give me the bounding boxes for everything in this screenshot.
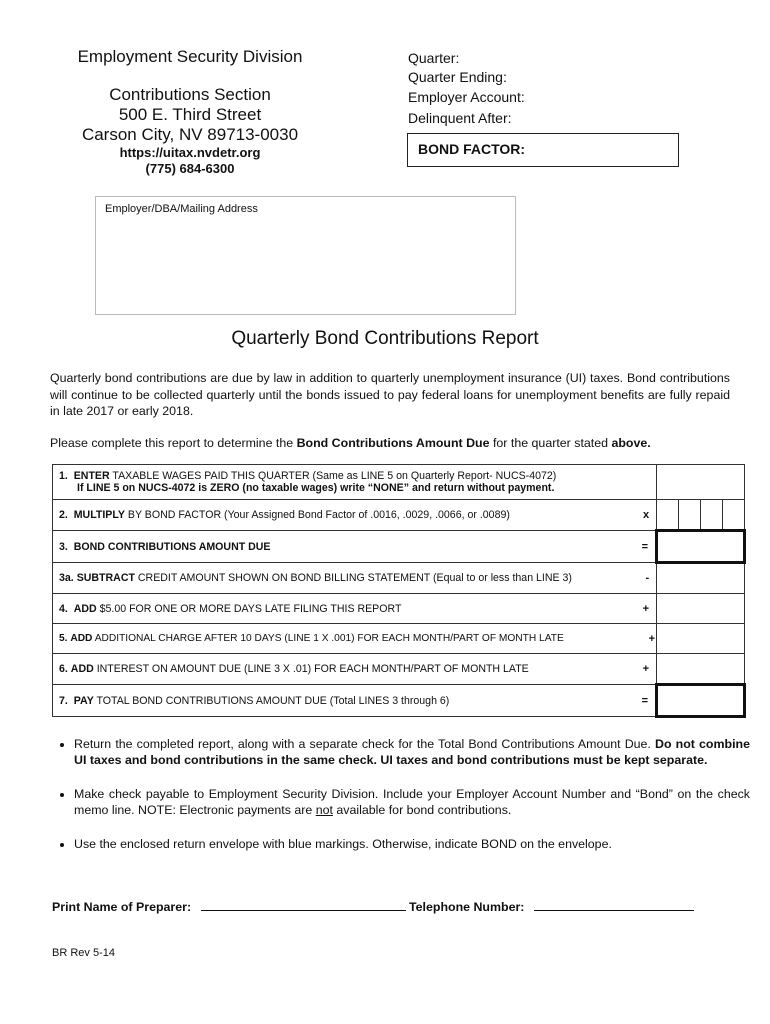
line-3a-verb: SUBTRACT: [76, 572, 135, 584]
telephone-label: Telephone Number:: [409, 900, 525, 914]
line-1-text: TAXABLE WAGES PAID THIS QUARTER (Same as LINE 5 on Quarterly Report- NUCS-4072): [109, 470, 557, 482]
phone-number: (775) 684-6300: [145, 161, 235, 176]
line-3a-operator: -: [645, 572, 650, 584]
quarter-ending-label: Quarter Ending:: [408, 69, 507, 85]
bond-calculation-table: [52, 464, 746, 718]
intro-paragraph: Quarterly bond contributions are due by law in addition to quarterly unemployment insurance (UI) taxes. Bond contributions will continue to be collected quarterly until the bonds issued to pay federal loans for unemployment benefits are fully repaid in late 2017 or early 2018.: [50, 371, 730, 418]
telephone-field[interactable]: [534, 900, 694, 911]
agency-header: [52, 47, 328, 177]
instruction-text-a: Please complete this report to determine the: [50, 436, 297, 450]
line-3-number: 3.: [59, 540, 68, 553]
line-3-value-field[interactable]: [657, 531, 745, 563]
line-6-value-field[interactable]: [657, 654, 745, 685]
line-3-operator: =: [641, 540, 649, 553]
line-5-verb: ADD: [70, 633, 93, 644]
line-3a-text: CREDIT AMOUNT SHOWN ON BOND BILLING STATEMENT (Equal to or less than LINE 3): [134, 572, 572, 584]
note-2-text-a: Make check payable to Employment Security Division. Include your Employer Account Number and “Bond” on the check memo line. NOTE: Electronic payments are: [74, 787, 750, 817]
section-name: Contributions Section: [109, 85, 271, 104]
bond-factor-label: BOND FACTOR:: [418, 141, 526, 157]
note-1-text: Return the completed report, along with a separate check for the Total Bond Contributions Amount Due.: [74, 737, 651, 751]
line-1-verb: ENTER: [73, 470, 110, 482]
list-item: [74, 786, 750, 818]
preparer-name-field[interactable]: [201, 900, 406, 911]
revision-label: BR Rev 5-14: [52, 947, 115, 959]
line-3a-number: 3a.: [59, 572, 74, 584]
preparer-label: Print Name of Preparer:: [52, 900, 192, 914]
line-3-verb: BOND CONTRIBUTIONS AMOUNT DUE: [73, 540, 271, 553]
street-address: 500 E. Third Street: [118, 105, 262, 124]
line-4-number: 4.: [59, 602, 68, 615]
website-link[interactable]: https://uitax.nvdetr.org: [119, 145, 261, 160]
line-5-text: ADDITIONAL CHARGE AFTER 10 DAYS (LINE 1 X .001) FOR EACH MONTH/PART OF MONTH LATE: [92, 633, 564, 644]
line-2-row: [53, 500, 745, 531]
note-1-bold-text: Do not combine UI taxes and bond contributions in the same check. UI taxes and bond contributions must be kept separate.: [74, 737, 750, 767]
line-4-row: [53, 594, 745, 624]
line-7-value-field[interactable]: [657, 685, 745, 717]
line-4-operator: +: [642, 602, 650, 615]
signature-section: [52, 900, 694, 914]
line-5-value-field[interactable]: [657, 624, 745, 654]
line-5-operator: +: [648, 632, 656, 645]
line-3-row: [53, 531, 745, 563]
line-6-operator: +: [642, 663, 650, 675]
line-7-number: 7.: [59, 694, 68, 707]
line-2-verb: MULTIPLY: [73, 509, 125, 521]
line-5-number: 5.: [59, 633, 68, 644]
line-7-operator: =: [641, 694, 649, 707]
line-2-text: BY BOND FACTOR (Your Assigned Bond Factor of .0016, .0029, .0066, or .0089): [124, 509, 510, 521]
line-6-text: INTEREST ON AMOUNT DUE (LINE 3 X .01) FOR EACH MONTH/PART OF MONTH LATE: [93, 663, 529, 675]
bond-factor-box: [407, 133, 679, 167]
line-1-row: [53, 465, 745, 500]
line-7-row: [53, 685, 745, 717]
delinquent-after-label: Delinquent After:: [408, 110, 512, 126]
city-address: Carson City, NV 89713-0030: [81, 125, 299, 144]
line-6-number: 6.: [59, 663, 68, 675]
line-4-text: $5.00 FOR ONE OR MORE DAYS LATE FILING THIS REPORT: [96, 602, 402, 615]
line-1-subtext: If LINE 5 on NUCS-4072 is ZERO (no taxable wages) write “NONE” and return without payment.: [77, 482, 555, 494]
line-4-value-field[interactable]: [657, 594, 745, 624]
quarter-label: Quarter:: [408, 50, 460, 66]
note-3-text: Use the enclosed return envelope with blue markings. Otherwise, indicate BOND on the envelope.: [74, 837, 612, 851]
line-3a-row: [53, 563, 745, 594]
line-6-verb: ADD: [70, 663, 94, 675]
line-1-value-field[interactable]: [657, 465, 745, 500]
list-item: [74, 736, 750, 768]
instruction-text-c: for the quarter stated: [489, 436, 612, 450]
list-item: [74, 836, 750, 852]
line-1-number: 1.: [59, 470, 68, 482]
instructions-list: [56, 736, 750, 870]
instruction-paragraph: [50, 435, 730, 452]
line-4-verb: ADD: [73, 602, 97, 615]
line-2-operator: x: [642, 509, 650, 521]
line-6-row: [53, 654, 745, 685]
line-3a-value-field[interactable]: [657, 563, 745, 594]
instruction-text-d: above.: [611, 436, 651, 450]
employer-account-label: Employer Account:: [408, 89, 525, 105]
employer-address-field[interactable]: [95, 196, 516, 315]
line-5-row: [53, 624, 745, 654]
line-2-number: 2.: [59, 509, 68, 521]
agency-name: Employment Security Division: [77, 47, 303, 66]
line-7-verb: PAY: [73, 694, 94, 707]
line-7-text: TOTAL BOND CONTRIBUTIONS AMOUNT DUE (Total LINES 3 through 6): [93, 694, 450, 707]
address-box-label: Employer/DBA/Mailing Address: [105, 203, 258, 215]
note-2-underlined-text: not: [315, 803, 333, 817]
instruction-text-b: Bond Contributions Amount Due: [296, 436, 490, 450]
note-2-text-c: available for bond contributions.: [332, 803, 512, 817]
report-title: Quarterly Bond Contributions Report: [231, 328, 539, 349]
bond-factor-digits-field[interactable]: [657, 500, 745, 531]
